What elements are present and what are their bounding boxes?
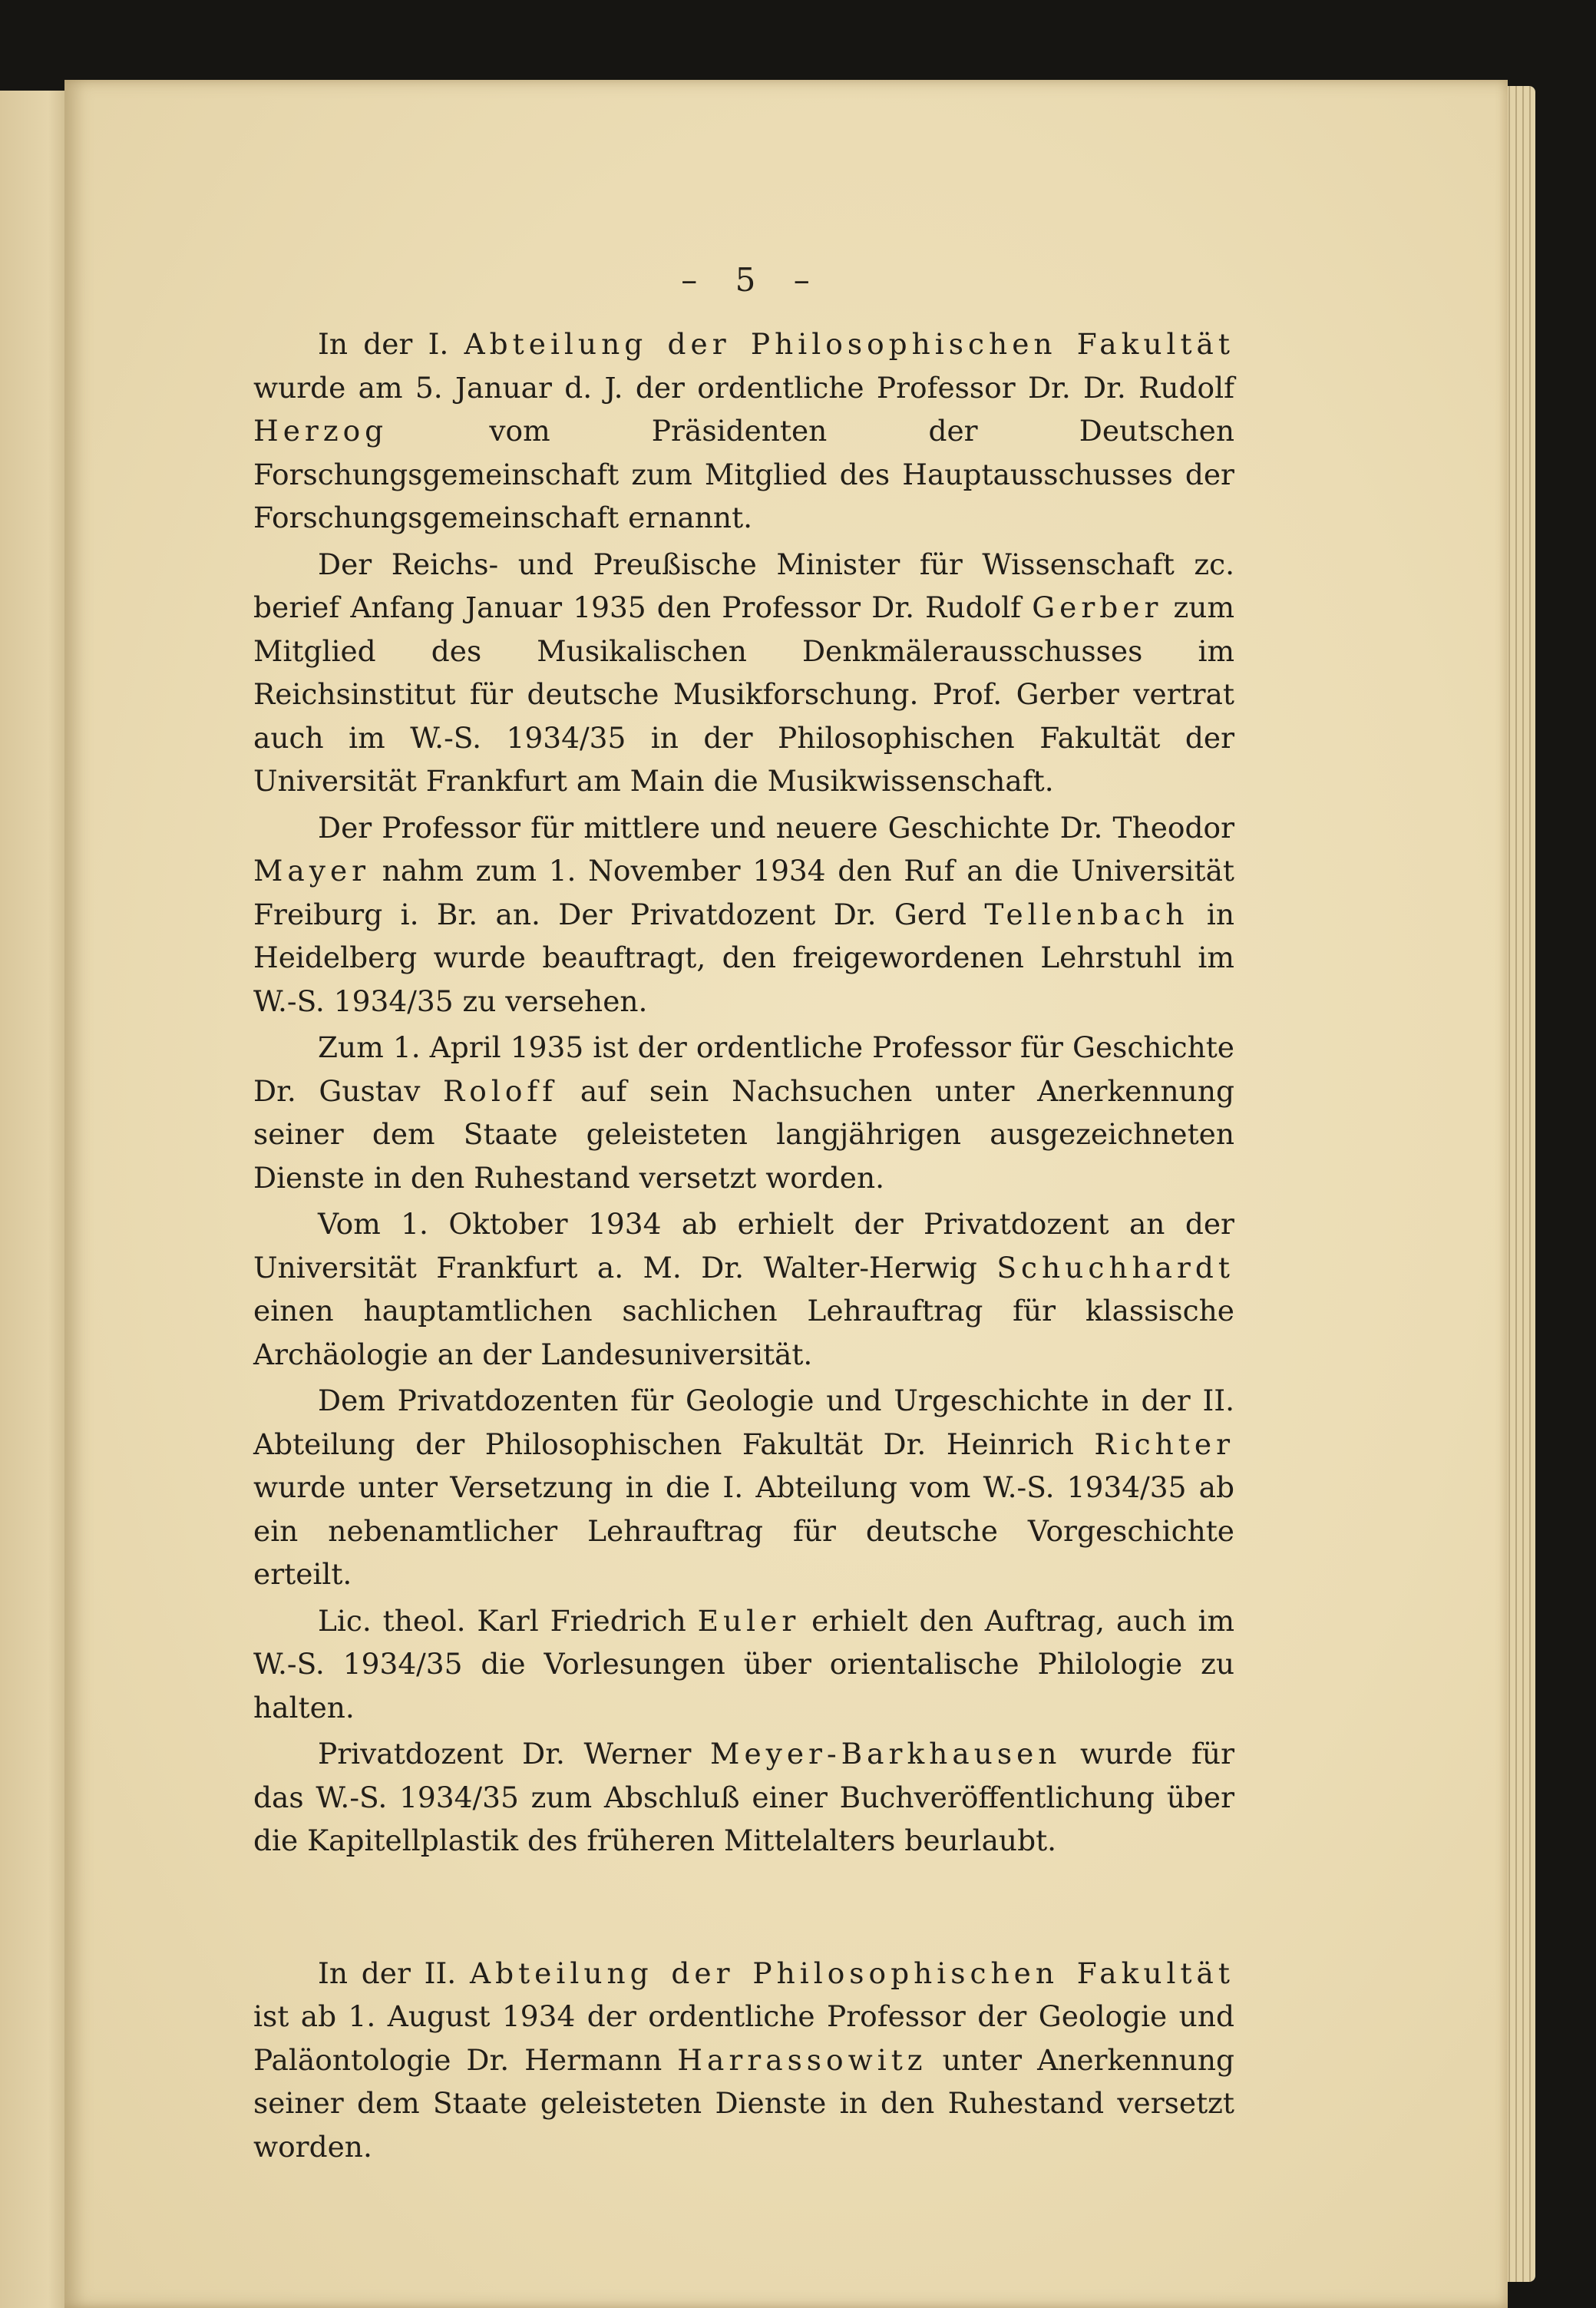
facing-page-edge — [0, 91, 69, 2308]
paragraph-text: wurde am 5. Januar d. J. der ordentliche Professor Dr. Dr. Rudolf — [253, 370, 1234, 405]
spaced-emphasis-text: Gerber — [1032, 590, 1163, 624]
paragraph-text: Dem Privatdozenten für Geologie und Urgeschichte in der II. Abteilung der Philosophischen Fakultät Dr. Heinrich — [253, 1384, 1234, 1461]
paragraph-text: Zum 1. April 1935 ist der ordentliche Professor für Geschichte Dr. Gustav — [253, 1030, 1234, 1108]
paragraph-text: Der Reichs- und Preußische Minister für Wissenschaft zc. berief Anfang Januar 1935 den Professor Dr. Rudolf — [253, 547, 1234, 624]
spaced-emphasis-text: Abteilung der Philosophischen Fakultät — [464, 327, 1234, 361]
paragraph — [253, 543, 1234, 803]
spaced-emphasis-text: Euler — [697, 1603, 801, 1638]
paragraph-text: unter Anerkennung seiner dem Staate geleisteten Dienste in den Ruhestand versetzt worden. — [253, 2042, 1234, 2164]
spaced-emphasis-text: Schuchhardt — [996, 1250, 1234, 1285]
paragraph-text: Der Professor für mittlere und neuere Geschichte Dr. Theodor — [318, 810, 1234, 845]
spaced-emphasis-text: Roloff — [443, 1073, 558, 1108]
spaced-emphasis-text: Richter — [1094, 1427, 1234, 1461]
page-number: – 5 – — [681, 261, 824, 299]
spaced-emphasis-text: Herzog — [253, 414, 388, 448]
paragraph-text: wurde unter Versetzung in die I. Abteilung vom W.-S. 1934/35 ab ein nebenamtlicher Lehrauftrag für deutsche Vorgeschichte erteilt. — [253, 1470, 1234, 1591]
paragraph — [253, 1202, 1234, 1376]
paragraph — [253, 1599, 1234, 1730]
paragraph — [253, 1026, 1234, 1199]
paragraph-text: Privatdozent Dr. Werner — [318, 1737, 711, 1771]
paragraph — [253, 322, 1234, 540]
paragraph-text: wurde für das W.-S. 1934/35 zum Abschluß einer Buchveröffentlichung über die Kapitellplastik des früheren Mittelalters beurlaubt. — [253, 1737, 1235, 1857]
spaced-emphasis-text: Mayer — [253, 854, 371, 888]
paragraph-text: einen hauptamtlichen sachlichen Lehrauftrag für klassische Archäologie an der Landesuniversität. — [253, 1294, 1234, 1371]
paragraph-text: In der I. — [318, 327, 464, 361]
paragraph — [253, 806, 1234, 1023]
paragraph-text: erhielt den Auftrag, auch im W.-S. 1934/35 die Vorlesungen über orientalische Philologie zu halten. — [253, 1603, 1235, 1724]
paragraph — [253, 1952, 1234, 2169]
paragraph — [253, 1379, 1234, 1596]
body-text — [253, 322, 1234, 2171]
paragraph-text: In der II. — [318, 1956, 470, 1990]
paragraph-text: in Heidelberg wurde beauftragt, den freigewordenen Lehrstuhl im W.-S. 1934/35 zu versehen. — [253, 897, 1234, 1018]
paragraph-text: zum Mitglied des Musikalischen Denkmälerausschusses im Reichsinstitut für deutsche Musikforschung. Prof. Gerber vertrat auch im W.-S. 1934/35 in der Philosophischen Fakultät der Universität Frankfurt am Main die Musikwissenschaft. — [253, 590, 1235, 798]
paragraph-text: vom Präsidenten der Deutschen Forschungsgemeinschaft zum Mitglied des Hauptausschusses der Forschungsgemeinschaft ernannt. — [253, 414, 1234, 534]
paragraph-text: Vom 1. Oktober 1934 ab erhielt der Privatdozent an der Universität Frankfurt a. M. Dr. Walter-Herwig — [253, 1207, 1234, 1285]
spaced-emphasis-text: Tellenbach — [984, 897, 1189, 931]
spaced-emphasis-text: Meyer-Barkhausen — [710, 1737, 1062, 1771]
paragraph-text: auf sein Nachsuchen unter Anerkennung seiner dem Staate geleisteten langjährigen ausgezeichneten Dienste in den Ruhestand versetzt worden. — [253, 1073, 1234, 1195]
paragraph — [253, 1732, 1234, 1863]
paragraph-text: Lic. theol. Karl Friedrich — [318, 1603, 698, 1638]
spaced-emphasis-text: Abteilung der Philosophischen Fakultät — [470, 1956, 1234, 1990]
paragraph-text: nahm zum 1. November 1934 den Ruf an die Universität Freiburg i. Br. an. Der Privatdozent Dr. Gerd — [253, 854, 1234, 931]
paragraph-text: ist ab 1. August 1934 der ordentliche Professor der Geologie und Paläontologie Dr. Hermann — [253, 1999, 1234, 2077]
section-gap — [253, 1866, 1234, 1952]
spaced-emphasis-text: Harrassowitz — [677, 2042, 927, 2077]
